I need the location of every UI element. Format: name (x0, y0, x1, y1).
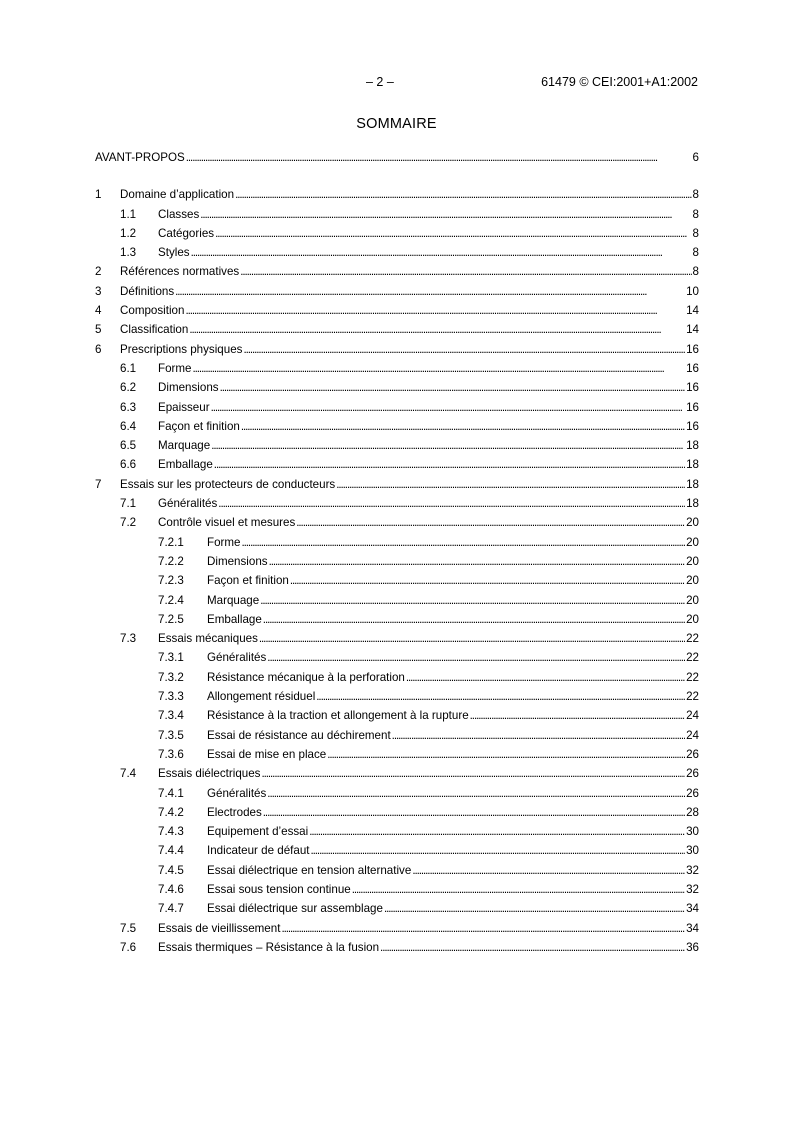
toc-entry-number: 7.4.3 (158, 825, 184, 839)
toc-entry-page: 22 (686, 651, 699, 665)
toc-entry-title: Equipement d’essai (207, 822, 308, 841)
toc-entry-page: 34 (686, 902, 699, 916)
toc-entry[interactable] (95, 262, 699, 281)
toc-entry-page: 22 (686, 632, 699, 646)
toc-entry-title: Essais thermiques – Résistance à la fusion (158, 938, 379, 957)
toc-entry[interactable] (95, 668, 699, 687)
dot-leader (311, 841, 686, 860)
toc-entry[interactable] (95, 359, 699, 378)
dot-leader (243, 340, 685, 359)
toc-entry-page: 28 (686, 805, 699, 819)
toc-entry-page: 20 (686, 554, 699, 568)
toc-entry-title: Contrôle visuel et mesures (158, 513, 295, 532)
toc-entry-line (207, 591, 699, 610)
toc-entry-line (158, 224, 699, 243)
toc-entry-number: 7.3.5 (158, 728, 184, 742)
toc-entry-title: Essais sur les protecteurs de conducteurs (120, 475, 335, 494)
toc-entry-page: 30 (686, 825, 699, 839)
toc-entry-title: Emballage (207, 610, 262, 629)
toc-entry-title: Essais de vieillissement (158, 919, 280, 938)
toc-entry-page: 20 (686, 535, 699, 549)
toc-entry-title: Essai diélectrique en tension alternative (207, 861, 411, 880)
page-number: – 2 – (366, 75, 394, 89)
toc-entry-line (158, 938, 699, 957)
toc-entry-line (120, 320, 699, 339)
dot-leader (267, 784, 685, 803)
toc-entry[interactable] (95, 726, 699, 745)
toc-entry-page: 18 (686, 497, 699, 511)
table-of-contents (95, 148, 699, 957)
toc-entry-number: 1 (95, 188, 102, 202)
toc-entry-page: 6 (692, 151, 699, 164)
toc-entry-number: 7 (95, 477, 102, 491)
toc-entry-title: Forme (158, 359, 192, 378)
dot-leader (240, 262, 691, 281)
toc-entry-page: 18 (686, 439, 699, 453)
toc-entry-line (158, 513, 699, 532)
toc-entry-title: Emballage (158, 455, 213, 474)
toc-entry[interactable] (95, 745, 699, 764)
toc-entry-page: 30 (686, 844, 699, 858)
toc-entry-title: Catégories (158, 224, 214, 243)
dot-leader (352, 880, 685, 899)
dot-leader (384, 899, 685, 918)
dot-leader (316, 687, 685, 706)
toc-entry-line (158, 417, 699, 436)
toc-entry-title: AVANT-PROPOS (95, 148, 185, 167)
toc-entry-page: 24 (686, 728, 699, 742)
toc-entry[interactable] (95, 880, 699, 899)
toc-entry-number: 7.2.5 (158, 612, 184, 626)
toc-entry-number: 7.3 (120, 632, 137, 646)
toc-entry-number: 7.1 (120, 497, 137, 511)
toc-entry-title: Essai sous tension continue (207, 880, 351, 899)
toc-entry-number: 5 (95, 323, 102, 337)
toc-entry-line (158, 494, 699, 513)
toc-entry-line (207, 745, 699, 764)
toc-entry-line (207, 726, 699, 745)
toc-entry-title: Définitions (120, 282, 174, 301)
dot-leader (189, 320, 685, 339)
toc-entry-number: 3 (95, 284, 102, 298)
toc-entry-page: 8 (692, 188, 699, 202)
toc-entry-title: Généralités (207, 648, 266, 667)
toc-entry-number: 7.2.2 (158, 554, 184, 568)
dot-leader (235, 185, 691, 204)
toc-entry-number: 7.2.1 (158, 535, 184, 549)
toc-entry-title: Essais diélectriques (158, 764, 260, 783)
toc-entry-line (207, 899, 699, 918)
dot-leader (309, 822, 685, 841)
toc-entry-title: Essai de mise en place (207, 745, 326, 764)
toc-entry-page: 14 (686, 304, 699, 318)
toc-entry[interactable] (95, 841, 699, 860)
toc-entry-page: 18 (686, 458, 699, 472)
toc-entry-page: 10 (686, 284, 699, 298)
toc-entry-line (158, 764, 699, 783)
toc-entry-page: 20 (686, 593, 699, 607)
toc-entry-page: 14 (686, 323, 699, 337)
dot-leader (186, 148, 692, 167)
toc-entry[interactable] (95, 301, 699, 320)
dot-leader (200, 205, 691, 224)
toc-entry-page: 18 (686, 477, 699, 491)
toc-entry-title: Dimensions (158, 378, 219, 397)
dot-leader (214, 455, 685, 474)
toc-entry-line (207, 841, 699, 860)
toc-entry-line (207, 784, 699, 803)
dot-leader (259, 629, 685, 648)
toc-entry-title: Marquage (158, 436, 210, 455)
dot-leader (392, 726, 685, 745)
toc-entry-number: 7.4.5 (158, 863, 184, 877)
toc-entry-title: Indicateur de défaut (207, 841, 310, 860)
toc-entry-line (120, 301, 699, 320)
toc-entry-title: Allongement résiduel (207, 687, 315, 706)
toc-entry[interactable] (95, 436, 699, 455)
toc-entry-page: 8 (692, 265, 699, 279)
toc-entry-title: Façon et finition (207, 571, 289, 590)
toc-entry-number: 7.3.2 (158, 670, 184, 684)
dot-leader (193, 359, 686, 378)
toc-entry-number: 6.6 (120, 458, 137, 472)
toc-entry[interactable] (95, 629, 699, 648)
toc-entry-line (158, 243, 699, 262)
toc-entry-line (207, 687, 699, 706)
toc-entry[interactable] (95, 533, 699, 552)
toc-entry[interactable] (95, 899, 699, 918)
toc-entry-title: Résistance mécanique à la perforation (207, 668, 405, 687)
toc-entry-line (207, 610, 699, 629)
dot-leader (269, 552, 686, 571)
dot-leader (290, 571, 685, 590)
dot-leader (267, 648, 685, 667)
toc-entry-page: 20 (686, 574, 699, 588)
toc-entry-number: 7.4.7 (158, 902, 184, 916)
toc-entry-line (120, 340, 699, 359)
toc-entry-number: 4 (95, 304, 102, 318)
toc-entry-number: 6.3 (120, 400, 137, 414)
toc-entry[interactable] (95, 687, 699, 706)
toc-entry-title: Essai de résistance au déchirement (207, 726, 391, 745)
toc-entry-number: 7.2.4 (158, 593, 184, 607)
toc-entry-number: 6 (95, 342, 102, 356)
toc-entry-page: 16 (686, 361, 699, 375)
dot-leader (470, 706, 685, 725)
toc-entry-title: Dimensions (207, 552, 268, 571)
dot-leader (296, 513, 685, 532)
toc-entry-page: 26 (686, 786, 699, 800)
toc-entry-page: 22 (686, 670, 699, 684)
toc-entry-number: 7.4.2 (158, 805, 184, 819)
toc-entry-title: Composition (120, 301, 184, 320)
toc-entry-page: 8 (692, 207, 699, 221)
toc-entry-title: Généralités (207, 784, 266, 803)
toc-entry-line (158, 359, 699, 378)
toc-entry-page: 20 (686, 612, 699, 626)
toc-entry[interactable] (95, 552, 699, 571)
toc-entry-number: 7.6 (120, 940, 137, 954)
toc-entry-number: 7.4.1 (158, 786, 184, 800)
toc-entry-line (120, 475, 699, 494)
toc-entry[interactable] (95, 513, 699, 532)
toc-entry[interactable] (95, 282, 699, 301)
toc-entry-title: Epaisseur (158, 398, 210, 417)
toc-entry-line (158, 455, 699, 474)
toc-entry[interactable] (95, 320, 699, 339)
dot-leader (241, 417, 685, 436)
toc-entry-number: 6.1 (120, 361, 137, 375)
toc-entry-line (158, 919, 699, 938)
dot-leader (281, 919, 685, 938)
dot-leader (412, 861, 685, 880)
dot-leader (211, 398, 686, 417)
dot-leader (191, 243, 692, 262)
toc-entry-line (120, 282, 699, 301)
dot-leader (263, 610, 685, 629)
toc-entry-number: 7.4 (120, 767, 137, 781)
toc-entry-title: Façon et finition (158, 417, 240, 436)
toc-entry-number: 7.3.6 (158, 747, 184, 761)
toc-entry-number: 6.4 (120, 419, 137, 433)
toc-entry[interactable] (95, 417, 699, 436)
toc-entry-line (158, 629, 699, 648)
toc-entry-line (207, 648, 699, 667)
dot-leader (215, 224, 691, 243)
toc-entry[interactable] (95, 571, 699, 590)
toc-entry-title: Styles (158, 243, 190, 262)
toc-entry-title: Essai diélectrique sur assemblage (207, 899, 383, 918)
toc-entry-number: 7.3.4 (158, 709, 184, 723)
toc-entry-title: Domaine d’application (120, 185, 234, 204)
toc-entry[interactable] (95, 919, 699, 938)
toc-entry-line (207, 861, 699, 880)
toc-entry-page: 26 (686, 747, 699, 761)
toc-entry-line (158, 205, 699, 224)
dot-leader (242, 533, 686, 552)
toc-entry-title: Références normatives (120, 262, 239, 281)
dot-leader (175, 282, 685, 301)
toc-entry-line (158, 436, 699, 455)
toc-entry[interactable] (95, 764, 699, 783)
toc-entry[interactable] (95, 398, 699, 417)
toc-entry-number: 6.5 (120, 439, 137, 453)
dot-leader (260, 591, 685, 610)
toc-entry-title: Essais mécaniques (158, 629, 258, 648)
toc-entry-number: 7.3.3 (158, 690, 184, 704)
toc-entry[interactable] (95, 706, 699, 725)
toc-entry-number: 2 (95, 265, 102, 279)
toc-entry-page: 16 (686, 419, 699, 433)
toc-entry-title: Résistance à la traction et allongement à la rupture (207, 706, 469, 725)
toc-entry[interactable] (95, 205, 699, 224)
toc-entry-line (207, 822, 699, 841)
toc-entry-title: Classification (120, 320, 188, 339)
toc-entry-line (207, 533, 699, 552)
dot-leader (185, 301, 685, 320)
toc-entry[interactable] (95, 243, 699, 262)
toc-entry[interactable] (95, 784, 699, 803)
toc-entry-page: 8 (692, 246, 699, 260)
toc-entry[interactable] (95, 591, 699, 610)
toc-entry-page: 24 (686, 709, 699, 723)
toc-entry[interactable] (95, 185, 699, 204)
toc-entry[interactable] (95, 475, 699, 494)
toc-entry[interactable] (95, 378, 699, 397)
toc-entry-title: Electrodes (207, 803, 262, 822)
toc-entry-page: 16 (686, 342, 699, 356)
toc-entry-line (207, 880, 699, 899)
toc-entry-number: 1.3 (120, 246, 137, 260)
toc-entry-line (207, 803, 699, 822)
toc-entry-number: 7.4.4 (158, 844, 184, 858)
toc-entry-number: 7.3.1 (158, 651, 184, 665)
toc-entry-line (207, 571, 699, 590)
toc-entry[interactable] (95, 938, 699, 957)
toc-entry-number: 6.2 (120, 381, 137, 395)
toc-entry[interactable] (95, 610, 699, 629)
toc-entry[interactable] (95, 648, 699, 667)
toc-entry-number: 7.2.3 (158, 574, 184, 588)
toc-entry-line (207, 668, 699, 687)
toc-entry-page: 34 (686, 921, 699, 935)
toc-entry[interactable] (95, 224, 699, 243)
dot-leader (327, 745, 685, 764)
dot-leader (220, 378, 686, 397)
toc-entry[interactable] (95, 803, 699, 822)
toc-entry-line (207, 706, 699, 725)
dot-leader (263, 803, 685, 822)
toc-entry-line (158, 378, 699, 397)
dot-leader (218, 494, 685, 513)
toc-entry-line (120, 185, 699, 204)
toc-entry-line (207, 552, 699, 571)
toc-entry[interactable] (95, 494, 699, 513)
toc-entry[interactable] (95, 148, 699, 167)
toc-entry-page: 32 (686, 882, 699, 896)
toc-entry-page: 26 (686, 767, 699, 781)
toc-entry-page: 22 (686, 690, 699, 704)
copyright-notice: 61479 © CEI:2001+A1:2002 (541, 75, 698, 89)
toc-entry-number: 7.2 (120, 516, 137, 530)
toc-entry[interactable] (95, 340, 699, 359)
toc-entry-page: 16 (686, 400, 699, 414)
toc-entry[interactable] (95, 822, 699, 841)
toc-entry-title: Généralités (158, 494, 217, 513)
dot-leader (211, 436, 685, 455)
toc-entry-number: 7.5 (120, 921, 137, 935)
toc-entry-line (120, 262, 699, 281)
toc-entry-line (95, 148, 699, 167)
toc-entry-page: 8 (692, 226, 699, 240)
toc-entry-title: Marquage (207, 591, 259, 610)
toc-entry-page: 16 (686, 381, 699, 395)
toc-entry-number: 7.4.6 (158, 882, 184, 896)
toc-entry[interactable] (95, 455, 699, 474)
toc-entry-page: 36 (686, 940, 699, 954)
toc-entry-page: 32 (686, 863, 699, 877)
toc-entry[interactable] (95, 861, 699, 880)
dot-leader (261, 764, 685, 783)
toc-entry-title: Forme (207, 533, 241, 552)
page-title: SOMMAIRE (356, 116, 437, 132)
toc-entry-line (158, 398, 699, 417)
toc-entry-number: 1.1 (120, 207, 137, 221)
toc-entry-title: Prescriptions physiques (120, 340, 242, 359)
toc-entry-title: Classes (158, 205, 199, 224)
dot-leader (406, 668, 685, 687)
dot-leader (336, 475, 685, 494)
toc-entry-page: 20 (686, 516, 699, 530)
toc-entry-number: 1.2 (120, 226, 137, 240)
dot-leader (380, 938, 685, 957)
